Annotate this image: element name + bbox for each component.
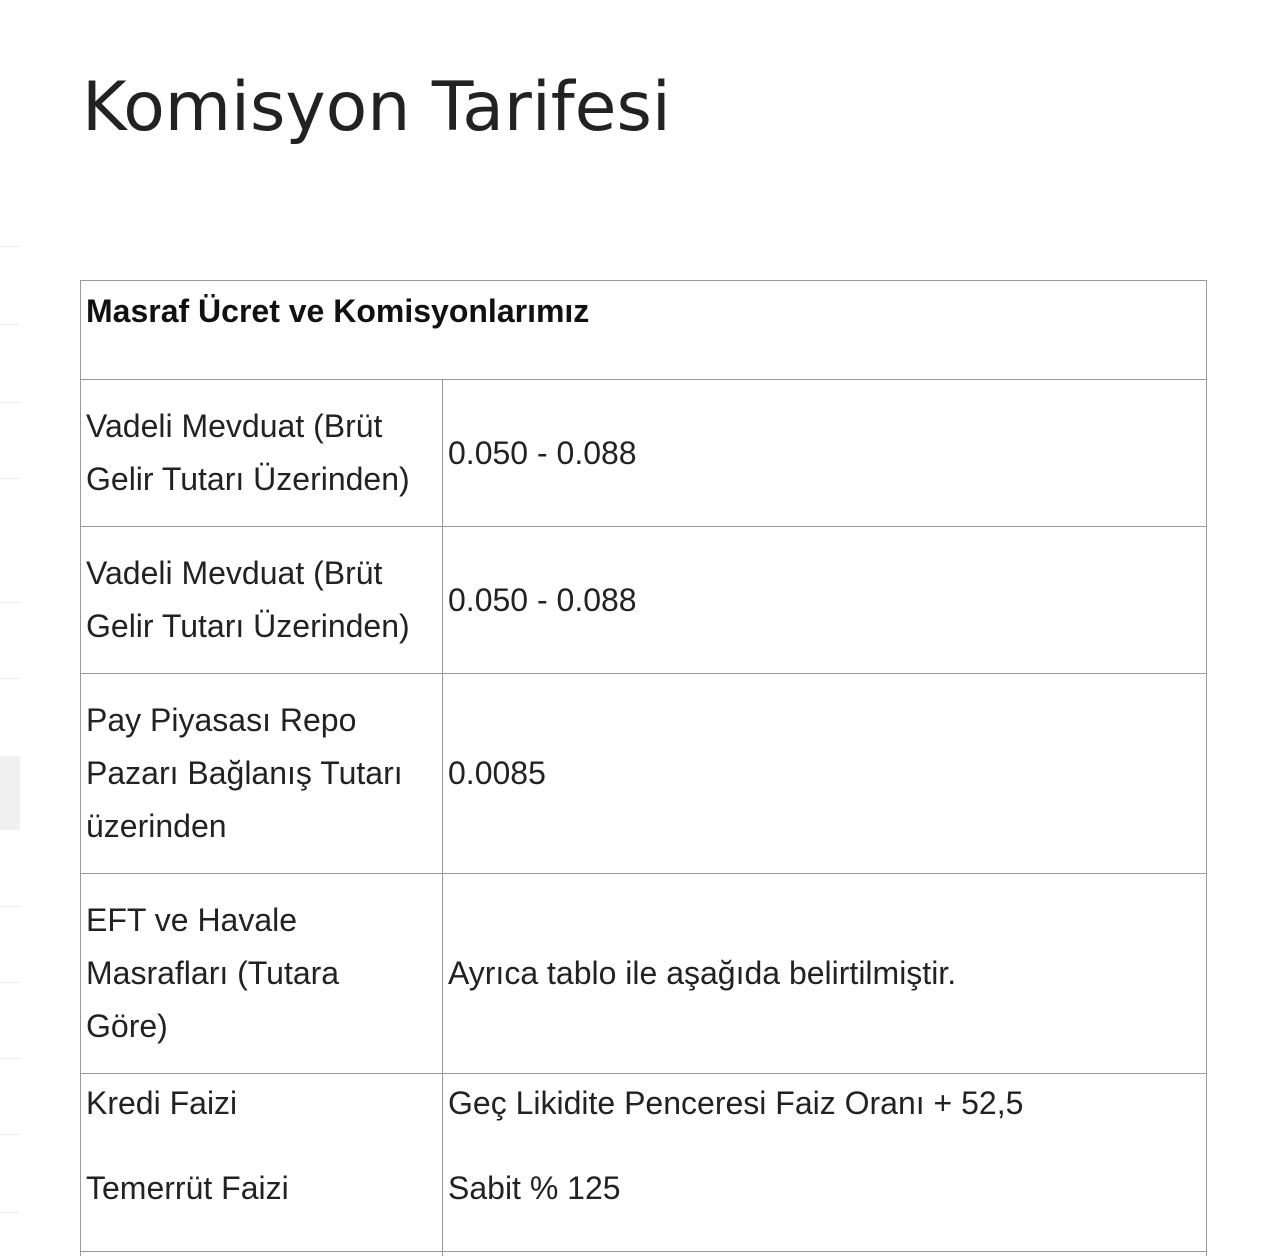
- table-header-row: [81, 281, 1207, 380]
- fee-label-line: EFT ve Havale: [86, 902, 298, 938]
- sidebar-divider: [0, 602, 20, 603]
- fee-label-line: Masrafları (Tutara: [86, 955, 340, 991]
- line-spacer: [86, 1130, 442, 1162]
- fee-value-line: Sabit % 125: [448, 1170, 621, 1206]
- fee-value-line: Geç Likidite Penceresi Faiz Oranı + 52,5: [448, 1085, 1024, 1121]
- sidebar-divider: [0, 478, 20, 479]
- table-row: [81, 674, 1207, 874]
- line-spacer: [448, 1130, 1206, 1162]
- table-row: [81, 527, 1207, 674]
- sidebar-item-active[interactable]: [0, 756, 20, 830]
- fee-label-line: Pazarı Bağlanış Tutarı: [86, 755, 403, 791]
- fee-label-line: Vadeli Mevduat (Brüt: [86, 408, 383, 444]
- table-row: [81, 874, 1207, 1074]
- fee-label-line: Pay Piyasası Repo: [86, 702, 357, 738]
- fee-label-cell: [81, 527, 443, 674]
- table-row: [81, 380, 1207, 527]
- fee-value-cell: 0.050 - 0.088: [443, 380, 1207, 527]
- fee-value-cell: 0.0085: [443, 674, 1207, 874]
- sidebar-divider: [0, 906, 20, 907]
- commission-table: [80, 280, 1207, 1256]
- fee-label-line: Gelir Tutarı Üzerinden): [86, 461, 410, 497]
- fee-label-line: Gelir Tutarı Üzerinden): [86, 608, 410, 644]
- sidebar-divider: [0, 1212, 20, 1213]
- fee-label-cell: [81, 874, 443, 1074]
- fee-label-cell: [81, 380, 443, 527]
- table-row: [81, 1252, 1207, 1256]
- table-header-cell: Masraf Ücret ve Komisyonlarımız: [81, 281, 1207, 380]
- fee-label-line: Temerrüt Faizi: [86, 1170, 289, 1206]
- sidebar-divider: [0, 324, 20, 325]
- fee-label-cell: [81, 674, 443, 874]
- sidebar-divider: [0, 1058, 20, 1059]
- sidebar-divider: [0, 678, 20, 679]
- fee-label-cell: [81, 1074, 443, 1252]
- sidebar-divider: [0, 982, 20, 983]
- sidebar-divider: [0, 246, 20, 247]
- sidebar-divider: [0, 1134, 20, 1135]
- sidebar-edge: [0, 0, 20, 1256]
- fee-label-line: Göre): [86, 1008, 168, 1044]
- fee-value-cell: [443, 1074, 1207, 1252]
- fee-value-cell: Ayrıca tablo ile aşağıda belirtilmiştir.: [443, 874, 1207, 1074]
- fee-label-cell: [81, 1252, 443, 1256]
- sidebar-divider: [0, 402, 20, 403]
- fee-value-cell: [443, 1252, 1207, 1256]
- fee-label-line: üzerinden: [86, 808, 227, 844]
- table-row: [81, 1074, 1207, 1252]
- fee-value-cell: 0.050 - 0.088: [443, 527, 1207, 674]
- fee-label-line: Vadeli Mevduat (Brüt: [86, 555, 383, 591]
- page-title: Komisyon Tarifesi: [82, 68, 671, 147]
- fee-label-line: Kredi Faizi: [86, 1085, 238, 1121]
